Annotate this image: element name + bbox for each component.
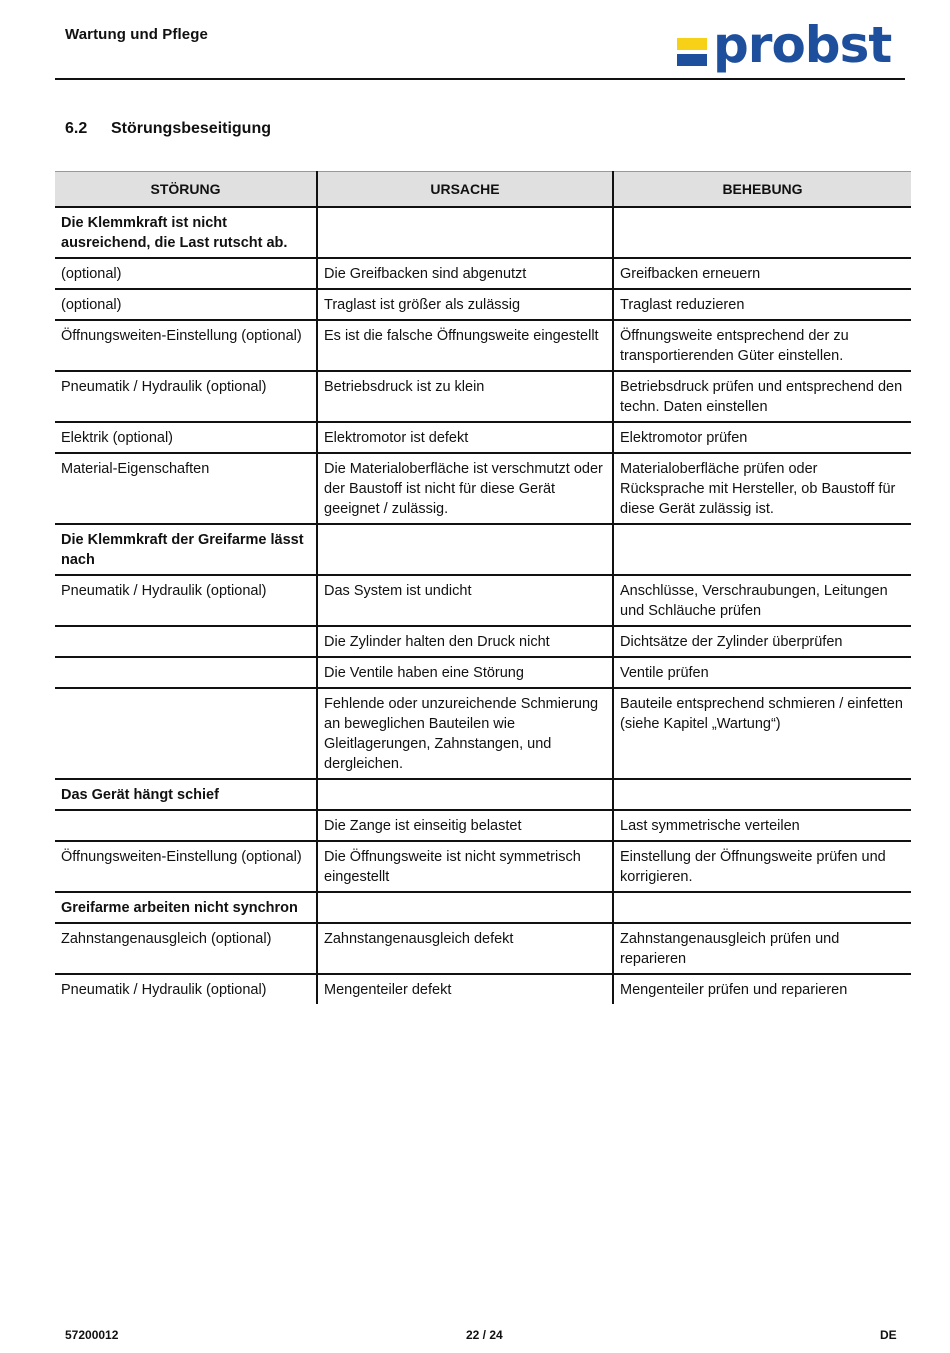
table-row <box>55 524 911 575</box>
footer-doc-number: 57200012 <box>65 1328 119 1342</box>
fault-cell: Greifarme arbeiten nicht synchron <box>55 892 317 923</box>
table-row <box>55 371 911 422</box>
remedy-cell: Einstellung der Öffnungsweite prüfen und korrigieren. <box>613 841 911 892</box>
table-row <box>55 207 911 258</box>
section-number: 6.2 <box>65 120 88 137</box>
cause-cell <box>317 524 613 575</box>
fault-cell: Das Gerät hängt schief <box>55 779 317 810</box>
logo-blue-bar <box>677 54 707 66</box>
remedy-cell: Greifbacken erneuern <box>613 258 911 289</box>
fault-cell: Elektrik (optional) <box>55 422 317 453</box>
cause-cell <box>317 207 613 258</box>
fault-cell: Pneumatik / Hydraulik (optional) <box>55 575 317 626</box>
header-title: Wartung und Pflege <box>65 26 208 43</box>
remedy-cell: Materialoberfläche prüfen oder Rücksprache mit Hersteller, ob Baustoff für diese Gerät zulässig ist. <box>613 453 911 524</box>
table-row <box>55 657 911 688</box>
table-row <box>55 575 911 626</box>
cause-cell: Traglast ist größer als zulässig <box>317 289 613 320</box>
cause-cell: Elektromotor ist defekt <box>317 422 613 453</box>
remedy-cell <box>613 779 911 810</box>
table-body <box>55 207 911 1004</box>
table-row <box>55 258 911 289</box>
remedy-cell: Traglast reduzieren <box>613 289 911 320</box>
fault-cell <box>55 657 317 688</box>
remedy-cell: Bauteile entsprechend schmieren / einfetten (siehe Kapitel „Wartung“) <box>613 688 911 779</box>
cause-cell: Mengenteiler defekt <box>317 974 613 1004</box>
cause-cell: Die Zange ist einseitig belastet <box>317 810 613 841</box>
cause-cell: Die Greifbacken sind abgenutzt <box>317 258 613 289</box>
fault-cell: Die Klemmkraft ist nicht ausreichend, die Last rutscht ab. <box>55 207 317 258</box>
remedy-cell: Anschlüsse, Verschraubungen, Leitungen und Schläuche prüfen <box>613 575 911 626</box>
fault-cell: Öffnungsweiten-Einstellung (optional) <box>55 841 317 892</box>
table-row <box>55 779 911 810</box>
remedy-cell: Öffnungsweite entsprechend der zu transportierenden Güter einstellen. <box>613 320 911 371</box>
fault-cell: Die Klemmkraft der Greifarme lässt nach <box>55 524 317 575</box>
column-header-remedy: BEHEBUNG <box>613 172 911 208</box>
remedy-cell: Dichtsätze der Zylinder überprüfen <box>613 626 911 657</box>
fault-cell: (optional) <box>55 258 317 289</box>
cause-cell: Betriebsdruck ist zu klein <box>317 371 613 422</box>
table-row <box>55 892 911 923</box>
table-row <box>55 320 911 371</box>
fault-cell: Material-Eigenschaften <box>55 453 317 524</box>
cause-cell: Zahnstangenausgleich defekt <box>317 923 613 974</box>
table-row <box>55 453 911 524</box>
probst-logo <box>677 16 897 76</box>
remedy-cell: Last symmetrische verteilen <box>613 810 911 841</box>
fault-cell: Öffnungsweiten-Einstellung (optional) <box>55 320 317 371</box>
cause-cell: Es ist die falsche Öffnungsweite eingestellt <box>317 320 613 371</box>
table-header-row <box>55 172 911 208</box>
troubleshooting-table <box>55 171 911 1004</box>
logo-wordmark: probst <box>713 16 892 74</box>
table-row <box>55 289 911 320</box>
table-row <box>55 810 911 841</box>
table-row <box>55 841 911 892</box>
logo-yellow-bar <box>677 38 707 50</box>
cause-cell: Die Öffnungsweite ist nicht symmetrisch eingestellt <box>317 841 613 892</box>
table-row <box>55 923 911 974</box>
cause-cell: Die Zylinder halten den Druck nicht <box>317 626 613 657</box>
cause-cell: Die Ventile haben eine Störung <box>317 657 613 688</box>
remedy-cell <box>613 892 911 923</box>
remedy-cell <box>613 207 911 258</box>
section-title: Störungsbeseitigung <box>111 120 271 137</box>
fault-cell <box>55 688 317 779</box>
fault-cell: Pneumatik / Hydraulik (optional) <box>61 982 267 998</box>
fault-cell <box>55 810 317 841</box>
table-row <box>55 974 911 1004</box>
table-row <box>55 688 911 779</box>
remedy-cell: Betriebsdruck prüfen und entsprechend den techn. Daten einstellen <box>613 371 911 422</box>
column-header-cause: URSACHE <box>317 172 613 208</box>
remedy-cell <box>613 524 911 575</box>
cause-cell: Das System ist undicht <box>317 575 613 626</box>
footer-page-number: 22 / 24 <box>466 1328 503 1342</box>
remedy-cell: Ventile prüfen <box>613 657 911 688</box>
table-row <box>55 422 911 453</box>
table-row <box>55 626 911 657</box>
footer-language: DE <box>880 1328 897 1342</box>
cause-cell <box>317 779 613 810</box>
fault-cell: (optional) <box>55 289 317 320</box>
remedy-cell: Elektromotor prüfen <box>613 422 911 453</box>
cause-cell <box>317 892 613 923</box>
fault-cell: Zahnstangenausgleich (optional) <box>55 923 317 974</box>
remedy-cell: Zahnstangenausgleich prüfen und reparieren <box>613 923 911 974</box>
cause-cell: Die Materialoberfläche ist verschmutzt oder der Baustoff ist nicht für diese Gerät geeignet / zulässig. <box>317 453 613 524</box>
fault-cell: Pneumatik / Hydraulik (optional) <box>55 371 317 422</box>
header-divider <box>55 78 905 80</box>
column-header-fault: STÖRUNG <box>55 172 317 208</box>
section-heading <box>65 120 271 138</box>
cause-cell: Fehlende oder unzureichende Schmierung an beweglichen Bauteilen wie Gleitlagerungen, Zahnstangen, und dergleichen. <box>317 688 613 779</box>
fault-cell <box>55 626 317 657</box>
remedy-cell: Mengenteiler prüfen und reparieren <box>613 974 911 1004</box>
